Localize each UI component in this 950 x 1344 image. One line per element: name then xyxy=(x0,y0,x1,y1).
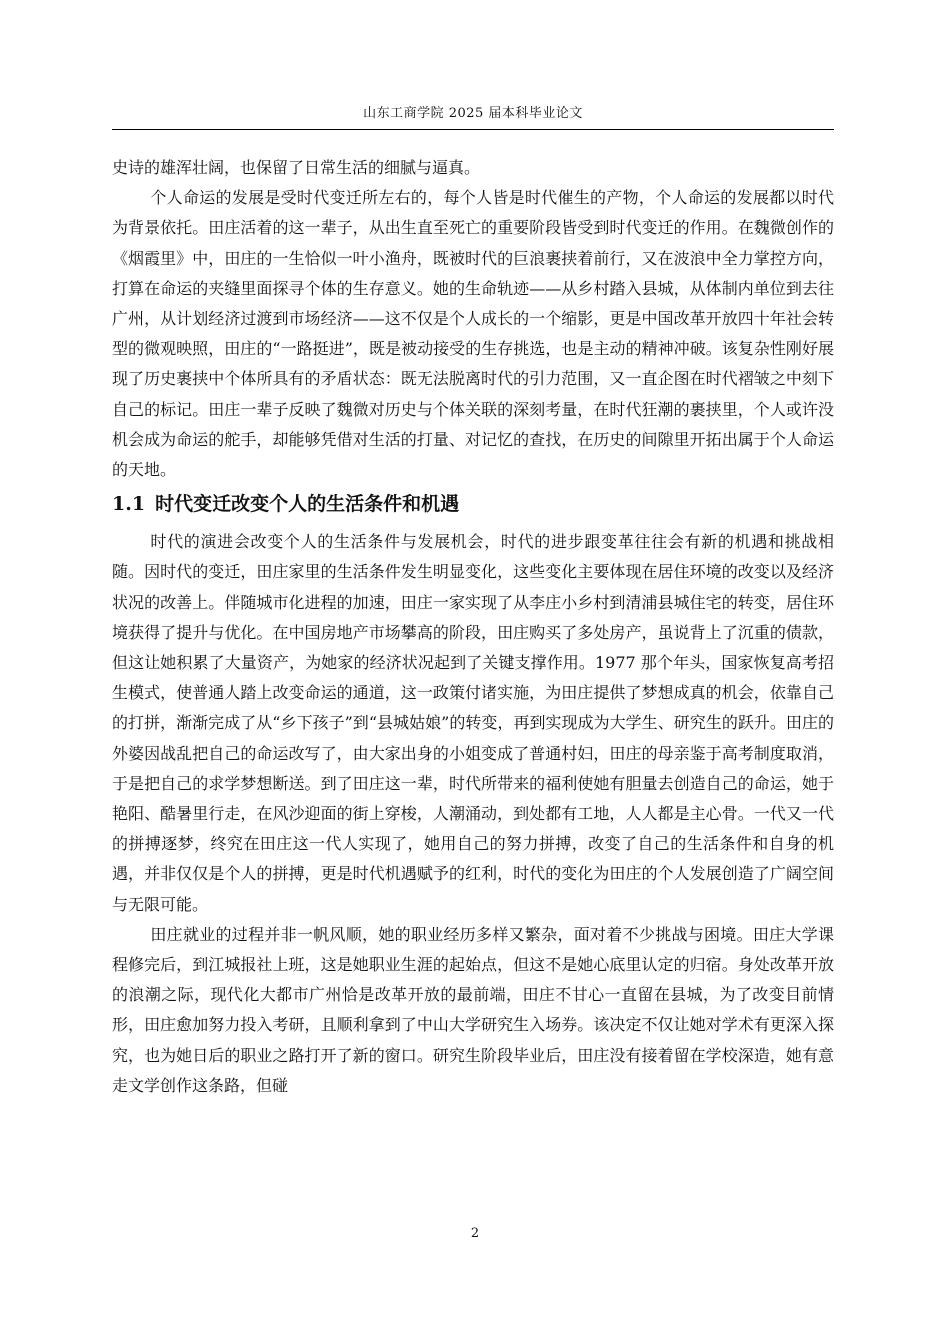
body-text xyxy=(112,153,834,1101)
section-number: 1.1 xyxy=(112,493,146,516)
running-header: 山东工商学院 2025 届本科毕业论文 xyxy=(363,106,583,121)
section-heading xyxy=(112,489,834,519)
paragraph-continuation: 史诗的雄浑壮阔，也保留了日常生活的细腻与逼真。 xyxy=(112,158,481,177)
section-title: 时代变迁改变个人的生活条件和机遇 xyxy=(155,493,460,516)
paragraph: 时代的演进会改变个人的生活条件与发展机会，时代的进步跟变革往往会有新的机遇和挑战相随。因时代的变迁，田庄家里的生活条件发生明显变化，这些变化主要体现在居住环境的改变以及经济状况的改善上。伴随城市化进程的加速，田庄一家实现了从李庄小乡村到清浦县城住宅的转变，居住环境获得了提升与优化。在中国房地产市场攀高的阶段，田庄购买了多处房产，虽说背上了沉重的债款，但这让她积累了大量资产，为她家的经济状况起到了关键支撑作用。1977 那个年头，国家恢复高考招生模式，使普通人踏上改变命运的通道，这一政策付诸实施，为田庄提供了梦想成真的机会，依靠自己的打拼，渐渐完成了从“乡下孩子”到“县城姑娘”的转变，再到实现成为大学生、研究生的跃升。田庄的外婆因战乱把自己的命运改写了，由大家出身的小姐变成了普通村妇，田庄的母亲鉴于高考制度取消，于是把自己的求学梦想断送。到了田庄这一辈，时代所带来的福利使她有胆量去创造自己的命运，她于艳阳、酷暑里行走，在风沙迎面的街上穿梭，人潮涌动，到处都有工地，人人都是主心骨。一代又一代的拼搏逐梦，终究在田庄这一代人实现了，她用自己的努力拼搏，改变了自己的生活条件和自身的机遇，并非仅仅是个人的拼搏，更是时代机遇赋予的红利，时代的变化为田庄的个人发展创造了广阔空间与无限可能。 xyxy=(112,532,834,914)
paragraph: 个人命运的发展是受时代变迁所左右的，每个人皆是时代催生的产物，个人命运的发展都以时代为背景依托。田庄活着的这一辈子，从出生直至死亡的重要阶段皆受到时代变迁的作用。在魏微创作的《烟霞里》中，田庄的一生恰似一叶小渔舟，既被时代的巨浪裹挟着前行，又在波浪中全力掌控方向，打算在命运的夹缝里面探寻个体的生存意义。她的生命轨迹——从乡村踏入县城，从体制内单位到去往广州，从计划经济过渡到市场经济——这不仅是个人成长的一个缩影，更是中国改革开放四十年社会转型的微观映照，田庄的“一路挺进”，既是被动接受的生存挑选，也是主动的精神冲破。该复杂性刚好展现了历史裹挟中个体所具有的矛盾状态：既无法脱离时代的引力范围，又一直企图在时代褶皱之中刻下自己的标记。田庄一辈子反映了魏微对历史与个体关联的深刻考量，在时代狂潮的裹挟里，个人或许没机会成为命运的舵手，却能够凭借对生活的打量、对记忆的查找，在历史的间隙里开拓出属于个人命运的天地。 xyxy=(112,188,834,480)
header-rule xyxy=(112,129,834,130)
paragraph: 田庄就业的过程并非一帆风顺，她的职业经历多样又繁杂，面对着不少挑战与困境。田庄大学课程修完后，到江城报社上班，这是她职业生涯的起始点，但这不是她心底里认定的归宿。身处改革开放的浪潮之际，现代化大都市广州恰是改革开放的最前端，田庄不甘心一直留在县城，为了改变目前情形，田庄愈加努力投入考研，且顺利拿到了中山大学研究生入场券。该决定不仅让她对学术有更深入探究，也为她日后的职业之路打开了新的窗口。研究生阶段毕业后，田庄没有接着留在学校深造，她有意走文学创作这条路，但碰 xyxy=(112,924,834,1095)
page-number: 2 xyxy=(470,1226,480,1241)
